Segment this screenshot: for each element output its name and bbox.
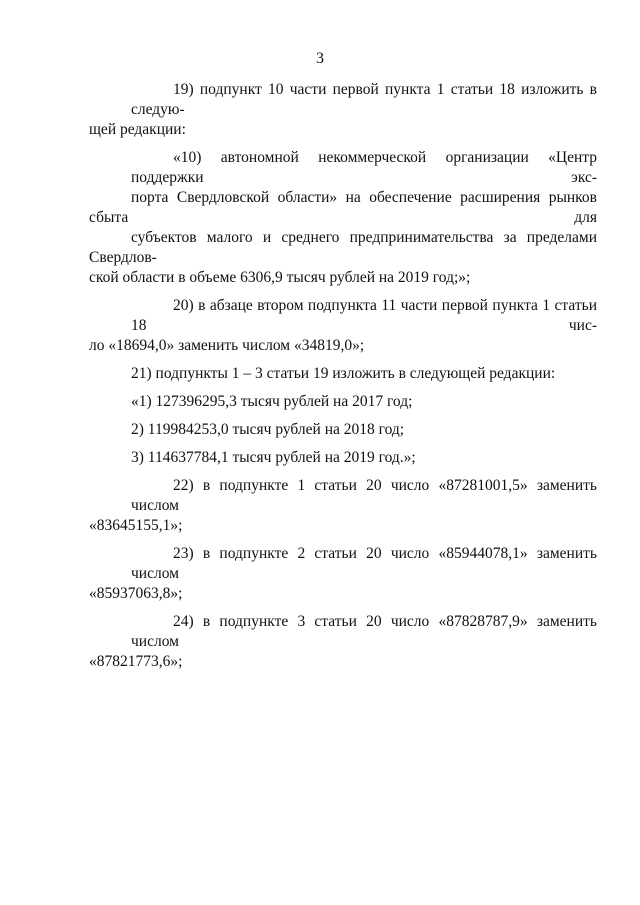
paragraph-line: «85937063,8»;: [89, 585, 183, 602]
paragraph-item-21-subpoint-2: 2) 119984253,0 тысяч рублей на 2018 год;: [131, 421, 405, 438]
paragraph-line: «10) автономной некоммерческой организации «Центр поддержки экс-: [131, 149, 597, 186]
paragraph-item-24: [89, 612, 597, 672]
paragraph-line: 23) в подпункте 2 статьи 20 число «85944078,1» заменить числом: [131, 545, 597, 582]
paragraph-item-19: [89, 80, 597, 140]
paragraph-line: 19) подпункт 10 части первой пункта 1 статьи 18 изложить в следую-: [131, 81, 597, 118]
paragraph-item-19-text: [89, 148, 597, 288]
paragraph-line: порта Свердловской области» на обеспечение расширения рынков сбыта для: [89, 189, 597, 226]
paragraph-item-21: 21) подпункты 1 – 3 статьи 19 изложить в следующей редакции:: [131, 365, 556, 382]
paragraph-line: субъектов малого и среднего предпринимательства за пределами Свердлов-: [89, 229, 597, 266]
paragraph-item-21-subpoint-3: 3) 114637784,1 тысяч рублей на 2019 год.»;: [131, 449, 416, 466]
paragraph-item-21-subpoint-1: «1) 127396295,3 тысяч рублей на 2017 год;: [131, 393, 413, 410]
paragraph-line: 20) в абзаце втором подпункта 11 части первой пункта 1 статьи 18 чис-: [131, 297, 597, 334]
paragraph-line: 22) в подпункте 1 статьи 20 число «87281001,5» заменить числом: [131, 477, 597, 514]
paragraph-line: «83645155,1»;: [89, 517, 183, 534]
paragraph-item-22: [89, 476, 597, 536]
paragraph-item-20: [89, 296, 597, 356]
paragraph-line: ло «18694,0» заменить числом «34819,0»;: [89, 337, 365, 354]
paragraph-line: ской области в объеме 6306,9 тысяч рублей на 2019 год;»;: [89, 269, 471, 286]
paragraph-line: щей редакции:: [89, 121, 186, 138]
document-body: [89, 80, 597, 680]
paragraph-line: «87821773,6»;: [89, 653, 183, 670]
paragraph-line: 24) в подпункте 3 статьи 20 число «87828787,9» заменить числом: [131, 613, 597, 650]
paragraph-item-23: [89, 544, 597, 604]
page-number: 3: [316, 50, 324, 67]
